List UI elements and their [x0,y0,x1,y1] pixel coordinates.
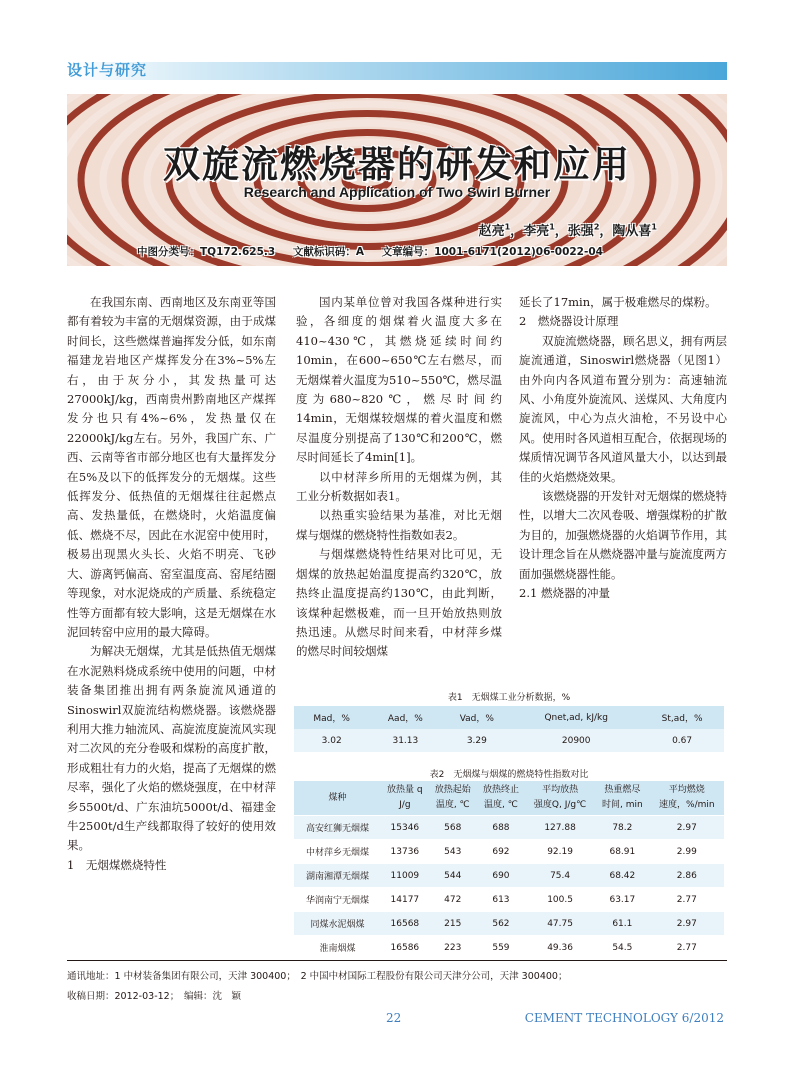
table2-cell: 16568 [381,912,429,936]
table1-cell: 0.67 [640,729,724,752]
table2-cell: 559 [477,936,525,960]
author-affiliation-mark: 2 [593,222,600,232]
table2-cell: 49.36 [525,936,595,960]
author-name: 陶从喜 [612,224,652,239]
journal-name: CEMENT TECHNOLOGY 6/2012 [524,1011,724,1025]
paragraph: 以中材萍乡所用的无烟煤为例，其工业分析数据如表1。 [296,469,502,504]
table2-cell: 13736 [381,840,429,864]
table2-cell: 54.5 [595,936,649,960]
table2-row [294,936,724,960]
table1-header-cell: Aad，% [369,706,441,729]
paragraph: 为解决无烟煤，尤其是低热值无烟煤在水泥熟料烧成系统中使用的问题，中材装备集团推出拥有两条旋流风通道的Sinoswirl双旋流结构燃烧器。该燃烧器利用大推力轴流风、高旋流度旋流风实现对二次风的充分卷吸和煤粉的高度扩散，形成粗壮有力的火焰，提高了无烟煤的燃尽率，强化了火焰的燃烧强度，在中材萍乡5500t/d、广东油坑5000t/d、福建金牛2500t/d生产线都取得了较好的使用效果。 [67,644,276,853]
author-name: 赵亮 [478,224,505,239]
title-banner [67,94,727,266]
section-band [67,62,727,80]
author-list: 赵亮$^1$，李亮$^1$，张强$^2$，陶从喜$^1$ [478,222,657,239]
author-name: 李亮 [523,224,550,239]
author-affiliation-mark: 1 [549,222,555,232]
table2-cell: 562 [477,912,525,936]
table2-row [294,888,724,912]
author-name: 张强 [567,224,594,239]
footer-received: 收稿日期：2012-03-12； 编辑：沈 颖 [67,991,241,1002]
table2-coal-name: 高安红狮无烟煤 [294,816,381,840]
author-affiliation-mark: 1 [504,222,511,232]
paragraph-continued: 延长了17min，属于极难燃尽的煤粉。 [519,295,717,309]
table2-coal-name: 中材萍乡无烟煤 [294,840,381,864]
table2-cell: 2.99 [650,840,724,864]
table2-cell: 568 [429,816,477,840]
table2-coal-name: 淮南烟煤 [294,936,381,960]
paragraph: 以热重实验结果为基准，对比无烟煤与烟煤的燃烧特性指数如表2。 [296,508,502,542]
table2-cell: 14177 [381,888,429,912]
footer-rule [67,960,727,961]
table2-coal-name: 同煤水泥烟煤 [294,912,381,936]
table1-title: 表1 无烟煤工业分析数据，% [447,693,571,703]
table-2 [294,781,724,959]
author-affiliation-mark: 1 [651,222,657,232]
section-heading: 2 燃烧器设计原理 [519,314,619,329]
paragraph: 该燃烧器的开发针对无烟煤的燃烧特性，以增大二次风卷吸、增强煤粉的扩散为目的，加强燃烧器的火焰调节作用，其设计理念旨在从燃烧器冲量与旋流度两方面加强燃烧器性能。 [519,489,727,581]
title-english: Research and Application of Two Swirl Burner [243,184,551,200]
table2-cell: 47.75 [525,912,595,936]
paragraph: 双旋流燃烧器，顾名思义，拥有两层旋流通道，Sinoswirl燃烧器（见图1）由外向内各风道布置分别为：高速轴流风、小角度外旋流风、送煤风、大角度内旋流风，中心为点火油枪，不另设中心风。使用时各风道相互配合，依据现场的煤质情况调节各风道风量大小，以达到最佳的火焰燃烧效果。 [519,333,727,484]
paragraph: 与烟煤燃烧特性结果对比可见，无烟煤的放热起始温度提高约320℃，放热终止温度提高约130℃，由此判断，该煤种起燃极难，而一旦开始放热则放热迅速。从燃尽时间来看，中材萍乡煤的燃尽时间较烟煤 [296,547,502,659]
table2-cell: 692 [477,840,525,864]
table2-header-cell: 热重燃尽 时间, min [595,781,649,816]
column-1 [67,293,276,875]
table1-cell: 3.02 [294,729,369,752]
column-2 [296,293,502,662]
table1-header-cell: Mad，% [294,706,369,729]
table2-cell: 543 [429,840,477,864]
table2-header-cell: 放热终止 温度, ℃ [477,781,525,816]
table2-coal-name: 华润南宁无烟煤 [294,888,381,912]
table2-cell: 75.4 [525,864,595,888]
footer-address: 通讯地址：1 中材装备集团有限公司，天津 300400； 2 中国中材国际工程股份有限公司天津分公司，天津 300400； [67,971,568,982]
table2-cell: 15346 [381,816,429,840]
table2-row [294,816,724,840]
table2-header-cell: 放热量 q J/g [381,781,429,816]
column-3 [519,293,727,604]
table2-cell: 2.86 [650,864,724,888]
article-number: 文章编号：1001-6171(2012)06-0022-04 [381,246,603,258]
table2-title: 表2 无烟煤与烟煤的燃烧特性指数对比 [429,770,589,780]
section-heading: 1 无烟煤燃烧特性 [67,857,167,872]
table-1 [294,706,724,752]
paragraph: 国内某单位曾对我国各煤种进行实验，各细度的烟煤着火温度大多在410~430℃，其燃烧延续时间约10min，在600~650℃左右燃尽，而无烟煤着火温度为510~550℃，燃尽温度为680~820℃，燃尽时间约14min，无烟煤较烟煤的着火温度和燃尽温度分别提高了130℃和200℃，燃尽时间延长了4min[1]。 [296,295,502,465]
table2-row [294,840,724,864]
table2-cell: 68.91 [595,840,649,864]
article-meta [137,244,717,259]
table2-row [294,912,724,936]
table2-header-cell: 平均放热 强度Q, J/g℃ [525,781,595,816]
table2-cell: 613 [477,888,525,912]
subsection-heading: 2.1 燃烧器的冲量 [519,586,610,601]
table2-row [294,864,724,888]
document-code: 文献标识码：A [292,246,365,258]
section-label: 设计与研究 [67,61,148,79]
table2-cell: 544 [429,864,477,888]
table2-header-cell: 平均燃烧 速度，%/min [650,781,724,816]
table2-cell: 63.17 [595,888,649,912]
table2-cell: 92.19 [525,840,595,864]
table2-cell: 16586 [381,936,429,960]
table1-cell: 31.13 [369,729,441,752]
table2-cell: 61.1 [595,912,649,936]
table2-cell: 2.77 [650,936,724,960]
table2-cell: 2.97 [650,912,724,936]
table2-cell: 127.88 [525,816,595,840]
table2-cell: 2.97 [650,816,724,840]
table1-cell: 20900 [512,729,640,752]
table2-cell: 100.5 [525,888,595,912]
table1-header-cell: Vad，% [441,706,512,729]
table2-header-cell: 放热起始 温度, ℃ [429,781,477,816]
table2-cell: 78.2 [595,816,649,840]
table1-header-cell: St,ad，% [640,706,724,729]
table2-cell: 690 [477,864,525,888]
table2-cell: 2.77 [650,888,724,912]
table2-cell: 215 [429,912,477,936]
table2-coal-name: 湖南湘潭无烟煤 [294,864,381,888]
table2-cell: 472 [429,888,477,912]
table2-header-cell: 煤种 [294,781,381,816]
table2-cell: 223 [429,936,477,960]
paragraph: 在我国东南、西南地区及东南亚等国都有着较为丰富的无烟煤资源，由于成煤时间长，这些燃煤普遍挥发分低，如东南福建龙岩地区产煤挥发分在3%~5%左右，由于灰分小，其发热量可达27000kJ/kg，西南贵州黔南地区产煤挥发分也只有4%~6%，发热量仅在22000kJ/kg左右。另外，我国广东、广西、云南等省市部分地区也有大量挥发分在5%及以下的低挥发分的无烟煤。这些低挥发分、低热值的无烟煤往往起燃点高、发热量低，在燃烧时，火焰温度偏低、燃烧不尽，因此在水泥窑中使用时，极易出现黑火头长、火焰不明亮、飞砂大、游离钙偏高、窑室温度高、窑尾结圈等现象，对水泥烧成的产质量、系统稳定性等方面都有较大影响，这是无烟煤在水泥回转窑中应用的最大障碍。 [67,295,276,639]
table2-cell: 68.42 [595,864,649,888]
clc-number: 中图分类号：TQ172.625.3 [137,246,276,258]
table2-cell: 11009 [381,864,429,888]
table1-header-cell: Qnet,ad, kJ/kg [512,706,640,729]
table1-cell: 3.29 [441,729,512,752]
table2-cell: 688 [477,816,525,840]
title-chinese: 双旋流燃烧器的研发和应用 [163,143,631,186]
page-number: 22 [386,1011,402,1025]
